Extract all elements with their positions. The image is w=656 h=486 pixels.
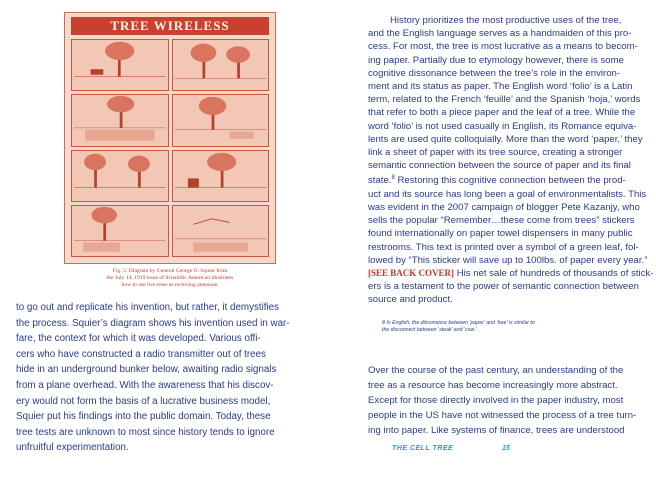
text-line — [368, 267, 654, 280]
see-back-cover-reference: [SEE BACK COVER] — [368, 268, 455, 279]
figure-panel — [172, 39, 270, 91]
page-number: 15 — [502, 445, 510, 452]
text-line: Over the course of the past century, an understanding of the — [368, 365, 624, 376]
figure-panel — [172, 205, 270, 257]
caption-line: how to use live trees as receiving antennae. — [121, 282, 219, 288]
text-line: Squier put his findings into the public domain. Today, these — [16, 411, 271, 423]
text-line: tree tests are unknown to most since history tends to ignore — [16, 426, 275, 438]
text-line: History prioritizes the most productive uses of the tree, — [390, 15, 622, 26]
footnote-line: 8 In English, the dissonance between ‘paper’ and ‘tree’ is similar to — [382, 320, 535, 326]
text-line: term, related to the French ‘feuille’ and the Spanish ‘hoja,’ words — [368, 94, 641, 106]
text-line: ing paper. Partially due to etymology however, there is some — [368, 54, 624, 66]
text-line: uct and its source has long been a goal of environmentalists. This — [368, 188, 647, 200]
text-line: found internationally on paper towel dispensers in many public — [368, 228, 633, 240]
right-column-text — [368, 14, 654, 307]
footnote — [382, 320, 632, 334]
text-line: and the English language serves as a handmaiden of this pro- — [368, 28, 632, 40]
text-line: source and product. — [368, 294, 453, 306]
text-line: cers who have constructed a radio transmitter out of trees — [16, 348, 266, 360]
text-line: cognitive dissonance between the tree’s role in the environ- — [368, 67, 621, 79]
text-line: ers is a testament to the power of semantic connection between — [368, 281, 639, 293]
text-line: semantic connection between the source of paper and its final — [368, 160, 631, 172]
text-segment: state. — [368, 175, 392, 187]
text-line — [368, 172, 646, 187]
text-line: Except for those directly involved in the paper industry, most — [368, 395, 624, 406]
text-line: to go out and replicate his invention, but rather, it demystifies — [16, 302, 280, 313]
text-line: unfruitful experimentation. — [16, 442, 129, 454]
text-line: tree as a resource has become increasingly more abstract. — [368, 380, 618, 391]
right-column-lower-text — [368, 363, 646, 438]
text-line: was evident in the 2007 campaign of blogger Pete Kazanjy, who — [368, 202, 640, 214]
caption-line: Fig. 5: Diagram by General George O. Squier from — [112, 268, 228, 274]
text-line: that refer to both a piece paper and the leaf of a tree. While the — [368, 107, 636, 119]
text-line: cess. For most, the tree is most lucrative as a means to becom- — [368, 41, 638, 53]
text-segment: Restoring this cognitive connection between the prod- — [397, 175, 626, 187]
footnote-marker: 8 — [391, 175, 395, 182]
text-line: sells the popular “Remember…these come from trees” stickers — [368, 215, 635, 227]
figure-panel — [71, 150, 169, 202]
text-line: restrooms. This text is printed over a symbol of a green leaf, fol- — [368, 241, 639, 253]
figure-panel-grid — [71, 39, 269, 257]
text-line: ment and its status as paper. The English word ‘folio’ is a Latin — [368, 81, 633, 93]
figure-panel — [172, 94, 270, 146]
text-line: lents are used quite colloquially. More than the word ‘paper,’ they — [368, 133, 643, 145]
text-segment: His net sale of hundreds of thousands of stick- — [456, 268, 654, 280]
running-title: THE CELL TREE — [392, 445, 454, 452]
text-line: word ‘folio’ is not used casually in English, its Romance equiva- — [368, 120, 637, 132]
text-line: from a plane overhead. With the awareness that his discov- — [16, 379, 274, 391]
figure-caption — [70, 268, 270, 289]
left-column-text — [16, 300, 322, 456]
figure-title: TREE WIRELESS — [71, 17, 269, 35]
text-line: lowed by “This sticker will save up to 100lbs. of paper every year.” — [368, 254, 648, 266]
text-line: ing into paper. Like systems of finance, trees are understood — [368, 425, 625, 436]
text-line: fare, the context for which it was developed. Various offi- — [16, 333, 261, 345]
figure-panel — [71, 39, 169, 91]
figure-panel — [71, 94, 169, 146]
text-line: hide in an underground bunker below, awaiting radio signals — [16, 364, 277, 376]
caption-line: the July 14, 1919 issue of Scientific American illustrates — [106, 275, 234, 281]
footnote-line: the disconnect between ‘steak’ and ‘cow.’ — [382, 327, 477, 333]
text-line: ery would not form the basis of a lucrative business model, — [16, 395, 271, 407]
text-line: the process. Squier’s diagram shows his invention used in war- — [16, 317, 290, 329]
figure-panel — [172, 150, 270, 202]
text-line: people in the US have not witnessed the process of a tree turn- — [368, 410, 637, 421]
figure-panel — [71, 205, 169, 257]
figure-illustration — [64, 12, 276, 264]
text-line: link a sheet of paper with its tree source, creating a stronger — [368, 147, 623, 159]
